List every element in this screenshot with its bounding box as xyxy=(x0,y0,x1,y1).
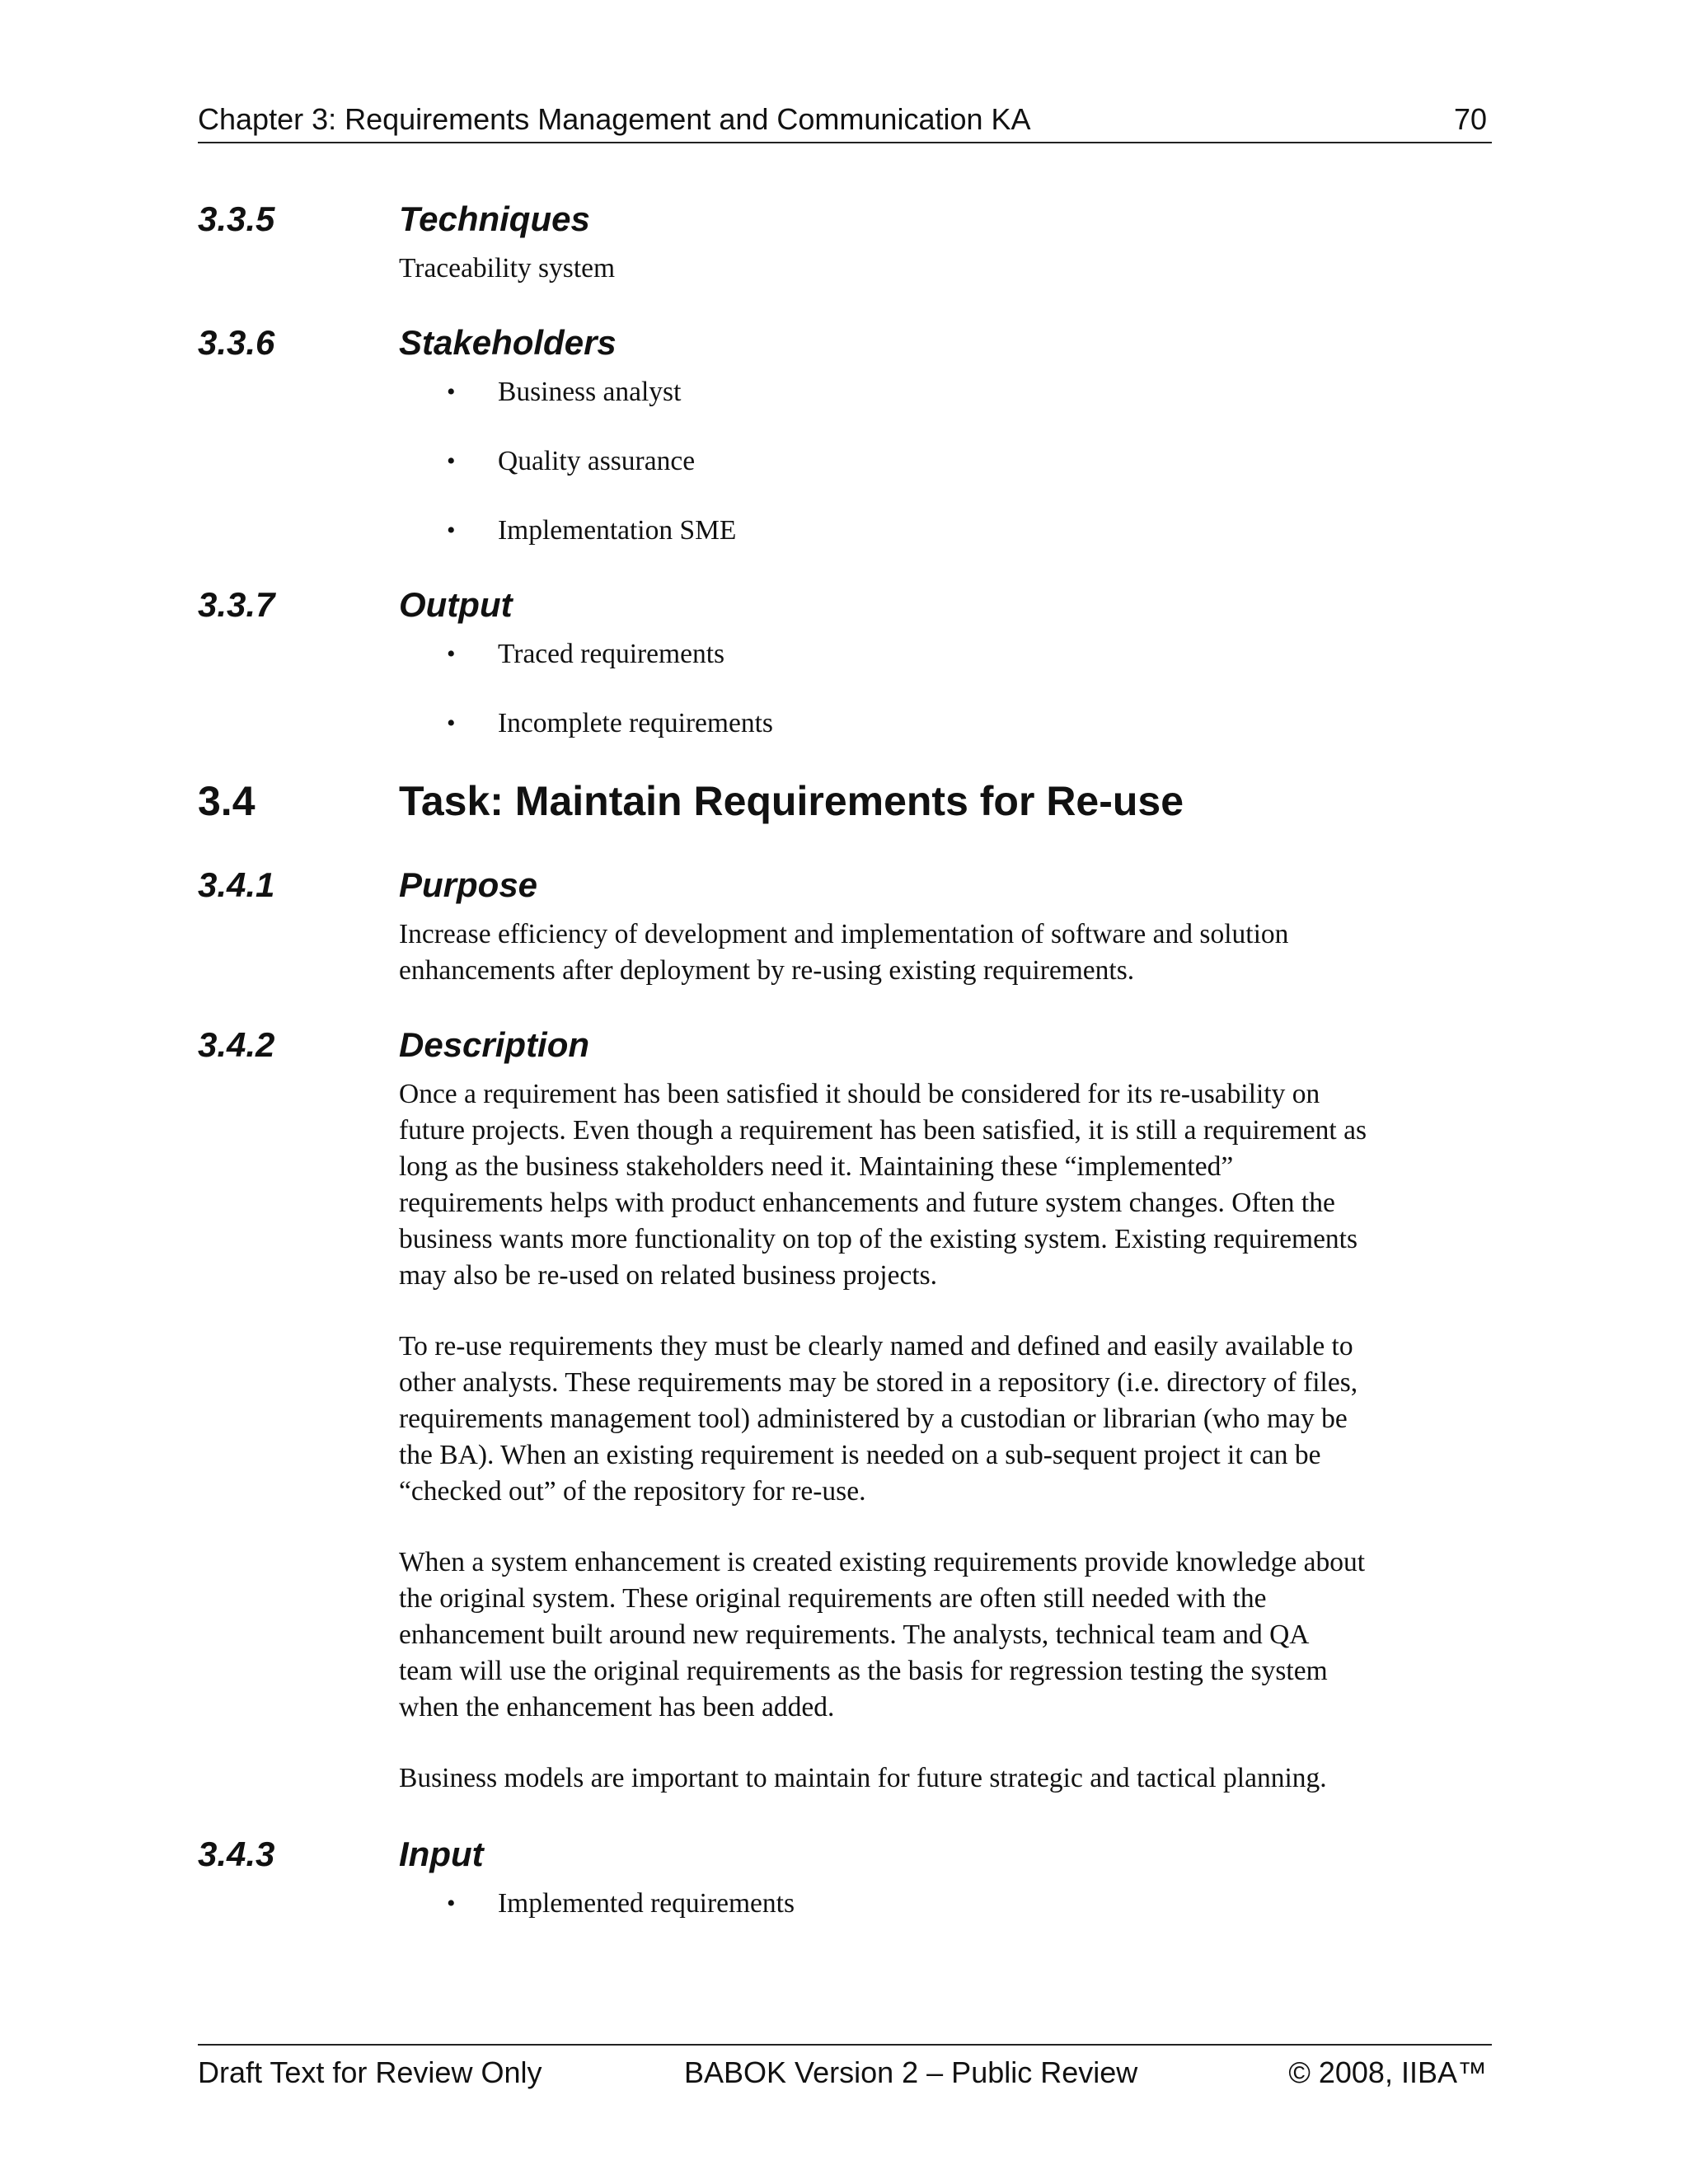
section-title: Input xyxy=(399,1835,484,1873)
section-heading-3-3-6 xyxy=(198,320,1492,366)
description-paragraph-3 xyxy=(399,1544,1492,1726)
text-line: enhancements after deployment by re-using existing requirements. xyxy=(399,955,1135,986)
section-heading-3-3-7 xyxy=(198,582,1492,628)
section-title: Description xyxy=(399,1025,590,1064)
text-line: enhancement built around new requirements. The analysts, technical team and QA xyxy=(399,1619,1310,1650)
list-item xyxy=(399,705,1492,775)
section-title: Techniques xyxy=(399,199,590,238)
list-item-text: Business analyst xyxy=(498,377,682,407)
list-item-text: Incomplete requirements xyxy=(498,708,773,738)
section-heading-3-4-1 xyxy=(198,862,1492,908)
text-line: when the enhancement has been added. xyxy=(399,1692,835,1722)
list-item xyxy=(399,443,1492,513)
section-heading-3-3-5 xyxy=(198,196,1492,242)
description-paragraph-1 xyxy=(399,1076,1492,1294)
text-line: business wants more functionality on top of the existing system. Existing requirements xyxy=(399,1224,1358,1254)
text-line: Business models are important to maintain for future strategic and tactical planning. xyxy=(399,1763,1327,1793)
footer-draft-note: Draft Text for Review Only xyxy=(198,2055,542,2089)
bullet-icon: • xyxy=(447,448,456,475)
section-title: Output xyxy=(399,585,513,624)
text-line: long as the business stakeholders need it. Maintaining these “implemented” xyxy=(399,1151,1234,1182)
footer-copyright: © 2008, IIBA™ xyxy=(1288,2055,1487,2089)
list-item xyxy=(399,513,1492,582)
text-line: the original system. These original requirements are often still needed with the xyxy=(399,1583,1267,1614)
text-line: may also be re-used on related business projects. xyxy=(399,1260,938,1291)
section-title: Stakeholders xyxy=(399,323,617,362)
description-paragraph-2 xyxy=(399,1329,1492,1510)
text-line: Increase efficiency of development and implementation of software and solution xyxy=(399,919,1289,949)
section-number: 3.4.3 xyxy=(198,1835,275,1873)
bullet-icon: • xyxy=(447,1890,456,1917)
list-item xyxy=(399,374,1492,443)
text-line: requirements helps with product enhancements and future system changes. Often the xyxy=(399,1188,1335,1218)
text-line: team will use the original requirements as the basis for regression testing the system xyxy=(399,1656,1328,1686)
bullet-icon: • xyxy=(447,517,456,544)
list-item xyxy=(399,1886,1492,1955)
techniques-text: Traceability system xyxy=(399,253,616,284)
page-number: 70 xyxy=(1453,102,1487,136)
description-paragraph-4 xyxy=(399,1760,1492,1797)
text-line: To re-use requirements they must be clearly named and defined and easily available to xyxy=(399,1331,1353,1361)
text-line: “checked out” of the repository for re-use. xyxy=(399,1476,866,1507)
list-item xyxy=(399,636,1492,705)
bullet-icon: • xyxy=(447,640,456,668)
running-footer xyxy=(198,2044,1492,2095)
stakeholders-list xyxy=(399,374,1492,582)
list-item-text: Implementation SME xyxy=(498,515,737,546)
running-header xyxy=(198,97,1492,143)
section-heading-3-4 xyxy=(198,775,1492,827)
section-heading-3-4-3 xyxy=(198,1831,1492,1877)
text-line: Once a requirement has been satisfied it should be considered for its re-usability on xyxy=(399,1079,1320,1109)
text-line: requirements management tool) administered by a custodian or librarian (who may be xyxy=(399,1404,1348,1434)
section-title: Purpose xyxy=(399,865,538,904)
section-number: 3.3.6 xyxy=(198,323,275,362)
chapter-title: Chapter 3: Requirements Management and Communication KA xyxy=(198,102,1031,136)
list-item-text: Quality assurance xyxy=(498,446,696,476)
section-number: 3.3.5 xyxy=(198,199,275,238)
section-number: 3.3.7 xyxy=(198,585,275,624)
text-line: other analysts. These requirements may be stored in a repository (i.e. directory of files, xyxy=(399,1367,1358,1398)
bullet-icon: • xyxy=(447,378,456,405)
text-line: future projects. Even though a requirement has been satisfied, it is still a requirement as xyxy=(399,1115,1367,1146)
list-item-text: Traced requirements xyxy=(498,639,725,669)
section-number: 3.4.2 xyxy=(198,1025,275,1064)
purpose-paragraph xyxy=(399,916,1492,989)
bullet-icon: • xyxy=(447,710,456,737)
section-heading-3-4-2 xyxy=(198,1022,1492,1068)
output-list xyxy=(399,636,1492,775)
input-list xyxy=(399,1886,1492,1955)
list-item-text: Implemented requirements xyxy=(498,1888,795,1919)
section-title: Task: Maintain Requirements for Re-use xyxy=(399,778,1184,824)
section-number: 3.4 xyxy=(198,778,256,824)
footer-version: BABOK Version 2 – Public Review xyxy=(684,2055,1138,2089)
section-number: 3.4.1 xyxy=(198,865,275,904)
text-line: the BA). When an existing requirement is needed on a sub-sequent project it can be xyxy=(399,1440,1321,1470)
text-line: When a system enhancement is created existing requirements provide knowledge about xyxy=(399,1547,1366,1577)
